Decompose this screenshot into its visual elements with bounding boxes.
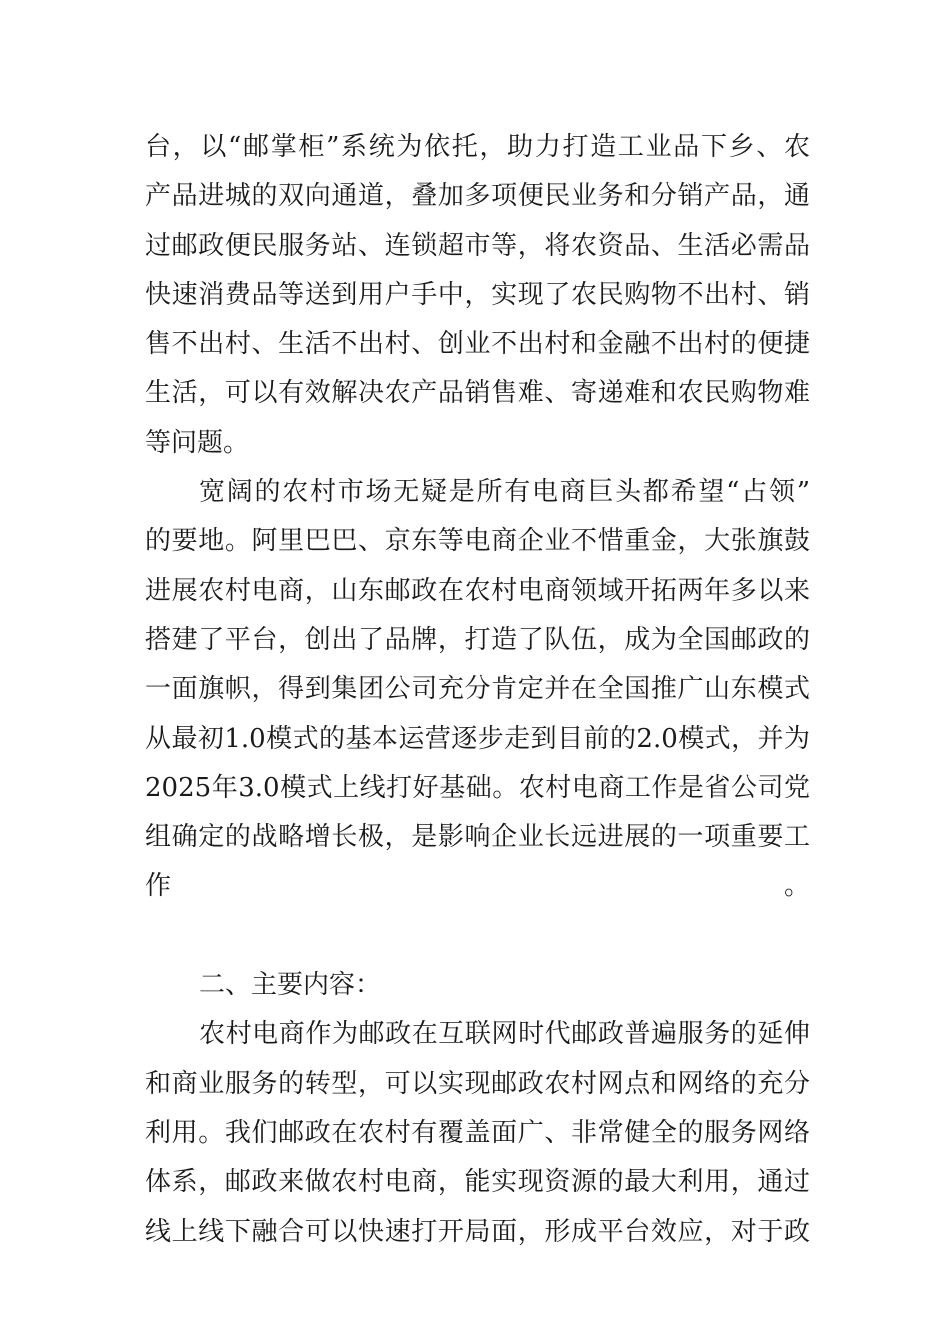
text-line: 从最初1.0模式的基本运营逐步走到目前的2.0模式，并为 <box>145 723 810 754</box>
text-line: 生活，可以有效解决农产品销售难、寄递难和农民购物难 <box>145 378 810 409</box>
section-heading: 二、主要内容： <box>199 970 382 1001</box>
text-line: 宽阔的农村市场无疑是所有电商巨头都希望“占领” <box>199 477 810 508</box>
text-line: 售不出村、生活不出村、创业不出村和金融不出村的便捷 <box>145 329 810 360</box>
text-line: 进展农村电商，山东邮政在农村电商领域开拓两年多以来 <box>145 575 810 606</box>
text-line: 利用。我们邮政在农村有覆盖面广、非常健全的服务网络 <box>145 1117 810 1148</box>
text-line: 快速消费品等送到用户手中，实现了农民购物不出村、销 <box>145 279 810 310</box>
text-line: 组确定的战略增长极，是影响企业长远进展的一项重要工 <box>145 822 810 853</box>
document-body <box>145 123 810 1257</box>
text-line: 农村电商作为邮政在互联网时代邮政普遍服务的延伸 <box>199 1019 810 1050</box>
text-line: 产品进城的双向通道，叠加多项便民业务和分销产品，通 <box>145 181 810 212</box>
text-line: 搭建了平台，创出了品牌，打造了队伍，成为全国邮政的 <box>145 624 810 655</box>
text-line: 线上线下融合可以快速打开局面，形成平台效应，对于政 <box>145 1216 810 1247</box>
text-line: 过邮政便民服务站、连锁超市等，将农资品、生活必需品 <box>145 230 810 261</box>
text-line: 作。 <box>145 871 810 902</box>
text-line: 体系，邮政来做农村电商，能实现资源的最大利用，通过 <box>145 1167 810 1198</box>
text-line: 一面旗帜，得到集团公司充分肯定并在全国推广山东模式 <box>145 674 810 705</box>
text-line: 等问题。 <box>145 427 250 458</box>
text-line <box>145 912 810 961</box>
text-line: 2025年3.0模式上线打好基础。农村电商工作是省公司党 <box>145 772 810 803</box>
text-line: 台，以“邮掌柜”系统为依托，助力打造工业品下乡、农 <box>145 132 810 162</box>
text-line: 的要地。阿里巴巴、京东等电商企业不惜重金，大张旗鼓 <box>145 526 810 557</box>
text-line: 和商业服务的转型，可以实现邮政农村网点和网络的充分 <box>145 1068 810 1099</box>
